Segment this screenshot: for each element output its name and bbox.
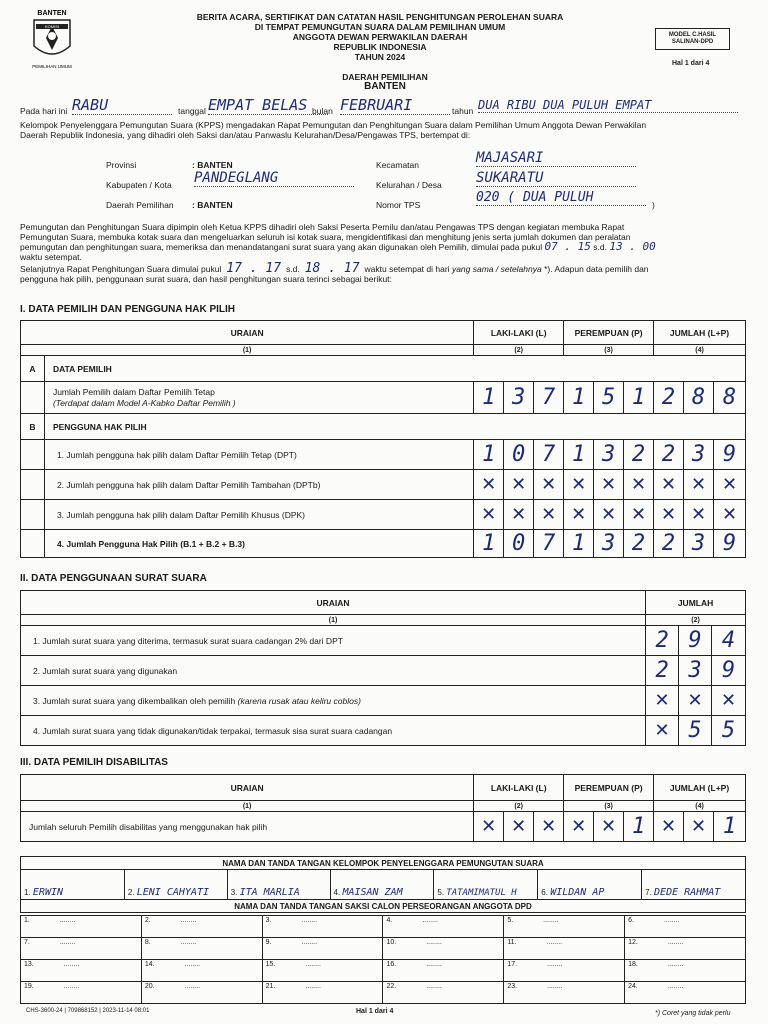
cross-mark: ✕ xyxy=(504,500,534,530)
saksi-dots: ........ xyxy=(63,961,80,968)
count-end: 18 . 17 xyxy=(304,261,360,276)
s2-n2: (2) xyxy=(646,615,746,626)
intro-text-1: Kelompok Penyelenggara Pemungutan Suara (KPPS) mengadakan Rapat Pemungutan dan Penghitungan Suara dalam Pemilihan Umum Anggota Dewan Perwakilan xyxy=(20,120,647,130)
kecamatan-label: Kecamatan xyxy=(376,160,419,170)
saksi-signature-cell xyxy=(262,982,383,1004)
footer-code: CHS-3600-24 | 709868152 | 2023-11-14 08:01 xyxy=(26,1008,150,1014)
kelurahan-label: Kelurahan / Desa xyxy=(376,180,442,190)
s2-r3-italic: (karena rusak atau keliru coblos) xyxy=(237,695,361,706)
count-start: 17 . 17 xyxy=(226,261,282,276)
digit-cell: 2 xyxy=(624,530,654,558)
saksi-dots: ........ xyxy=(426,983,442,990)
header-line-3: ANGGOTA DEWAN PERWAKILAN DAERAH xyxy=(292,32,468,42)
saksi-number: 3. xyxy=(265,917,272,924)
saksi-number: 4. xyxy=(386,917,393,924)
saksi-number: 11. xyxy=(507,939,517,946)
digit-cell: 9 xyxy=(679,626,712,656)
cross-mark: ✕ xyxy=(624,470,654,500)
kpps-name: WILDAN AP xyxy=(550,887,605,898)
tanggal-value: EMPAT BELAS xyxy=(208,96,328,115)
digit-cell: 5 xyxy=(712,716,746,746)
digit-cell: 3 xyxy=(594,440,624,470)
saksi-dots: ........ xyxy=(301,939,318,946)
digit-cell: 7 xyxy=(534,440,564,470)
s2-col-j: JUMLAH xyxy=(646,591,746,615)
cross-mark: ✕ xyxy=(564,470,594,500)
s1-b4-text: 4. Jumlah Pengguna Hak Pilih (B.1 + B.2 + B.3) xyxy=(44,530,473,558)
cross-mark: ✕ xyxy=(474,470,504,500)
saksi-signature-cell xyxy=(504,916,625,938)
digit-cell: 1 xyxy=(474,530,504,558)
digit-cell: 2 xyxy=(646,656,679,686)
saksi-signature-cell xyxy=(504,982,625,1004)
location-block xyxy=(106,152,746,216)
tps-value: 020 ( DUA PULUH xyxy=(476,190,646,206)
s2-n1: (1) xyxy=(21,615,646,626)
digit-cell: 3 xyxy=(594,530,624,558)
model-label: MODEL C.HASIL SALINAN-DPD xyxy=(655,28,730,50)
s1-col-j: JUMLAH (L+P) xyxy=(654,321,746,345)
daerah-pemilihan xyxy=(300,72,470,92)
cross-mark: ✕ xyxy=(504,470,534,500)
document-header xyxy=(150,12,610,62)
s1-a-code: A xyxy=(21,356,45,382)
saksi-number: 24. xyxy=(628,983,638,990)
table-row xyxy=(21,716,746,746)
saksi-dots: ........ xyxy=(63,983,80,990)
saksi-row xyxy=(21,982,746,1004)
saksi-signature-cell xyxy=(625,916,746,938)
digit-cell: 7 xyxy=(534,530,564,558)
start-time: 07 . 15 xyxy=(544,240,591,253)
s1-col-uraian: URAIAN xyxy=(21,321,474,345)
signature-table xyxy=(20,856,746,913)
cross-mark: ✕ xyxy=(534,500,564,530)
table-row xyxy=(21,470,746,500)
section1-title: I. DATA PEMILIH DAN PENGGUNA HAK PILIH xyxy=(20,304,235,315)
digit-cell: 5 xyxy=(594,382,624,414)
s1-col-p: PEREMPUAN (P) xyxy=(564,321,654,345)
procedure-line-3: pemungutan dan penghitungan suara, memeriksa dan menandatangani surat suara yang akan digunakan oleh Pemilih, dimulai pada pukul xyxy=(20,242,543,252)
kpps-signature: 1. ERWIN xyxy=(21,870,125,900)
kecamatan-value: MAJASARI xyxy=(476,150,636,167)
cross-mark: ✕ xyxy=(679,686,712,716)
cross-mark: ✕ xyxy=(646,716,679,746)
bulan-label: bulan xyxy=(312,106,333,116)
cross-mark: ✕ xyxy=(564,812,594,842)
saksi-signature-cell xyxy=(625,960,746,982)
cross-mark: ✕ xyxy=(654,500,684,530)
header-line-2: DI TEMPAT PEMUNGUTAN SUARA DALAM PEMILIHAN UMUM xyxy=(254,22,506,32)
digit-cell: 0 xyxy=(504,530,534,558)
kpps-name: ERWIN xyxy=(32,887,64,898)
daerah-title: DAERAH PEMILIHAN xyxy=(342,72,428,82)
provinsi-value: : BANTEN xyxy=(192,160,233,170)
s3-r1-text: Jumlah seluruh Pemilih disabilitas yang menggunakan hak pilih xyxy=(21,812,474,842)
saksi-dots: ........ xyxy=(667,983,684,990)
saksi-dots: ........ xyxy=(547,983,563,990)
cross-mark: ✕ xyxy=(646,686,679,716)
cross-mark: ✕ xyxy=(594,500,624,530)
s2-r3-text: 3. Jumlah surat suara yang dikembalikan oleh pemilih xyxy=(33,695,236,706)
saksi-dots: ........ xyxy=(667,961,684,968)
cross-mark: ✕ xyxy=(684,812,714,842)
table-row xyxy=(21,382,746,414)
s2-r2-text: 2. Jumlah surat suara yang digunakan xyxy=(21,656,646,686)
section1-table xyxy=(20,320,746,558)
kpps-name: DEDE RAHMAT xyxy=(654,887,721,898)
saksi-number: 13. xyxy=(24,961,34,968)
kabupaten-label: Kabupaten / Kota xyxy=(106,180,172,190)
cross-mark: ✕ xyxy=(594,470,624,500)
saksi-signature-cell xyxy=(262,938,383,960)
kpps-name: LENI CAHYATI xyxy=(136,887,209,898)
saksi-number: 15. xyxy=(265,961,276,968)
s3-col-uraian: URAIAN xyxy=(21,775,474,801)
table-row xyxy=(21,656,746,686)
saksi-dots: ........ xyxy=(305,983,321,990)
digit-cell: 9 xyxy=(713,440,745,470)
saksi-signature-cell xyxy=(141,916,262,938)
saksi-number: 9. xyxy=(265,939,272,946)
saksi-signature-cell xyxy=(21,960,142,982)
table-row xyxy=(21,686,746,716)
digit-cell: 8 xyxy=(713,382,745,414)
digit-cell: 9 xyxy=(712,656,746,686)
saksi-table xyxy=(20,915,746,1004)
digit-cell: 1 xyxy=(474,382,504,414)
procedure-line-4: waktu setempat. xyxy=(20,252,82,262)
digit-cell: 1 xyxy=(624,812,654,842)
provinsi-label: Provinsi xyxy=(106,160,137,170)
tahun-value: DUA RIBU DUA PULUH EMPAT xyxy=(478,98,738,113)
s3-n1: (1) xyxy=(21,801,474,812)
s3-col-j: JUMLAH (L+P) xyxy=(654,775,746,801)
cross-mark: ✕ xyxy=(712,686,746,716)
s3-col-p: PEREMPUAN (P) xyxy=(564,775,654,801)
footer-page: Hal 1 dari 4 xyxy=(356,1008,394,1015)
s1-n1: (1) xyxy=(21,345,474,356)
digit-cell: 5 xyxy=(679,716,712,746)
digit-cell: 2 xyxy=(646,626,679,656)
saksi-number: 17. xyxy=(507,961,518,968)
s3-n3: (3) xyxy=(564,801,654,812)
saksi-row xyxy=(21,916,746,938)
digit-cell: 9 xyxy=(713,530,745,558)
saksi-dots: ........ xyxy=(426,961,442,968)
page-label-top: Hal 1 dari 4 xyxy=(672,60,710,67)
saksi-dots: ........ xyxy=(180,939,197,946)
cross-mark: ✕ xyxy=(654,470,684,500)
saksi-dots: ........ xyxy=(305,961,321,968)
procedure-line-5-italic: yang sama / setelahnya xyxy=(451,264,542,274)
saksi-dots: ........ xyxy=(543,917,559,924)
saksi-number: 23. xyxy=(507,983,518,990)
section2-table xyxy=(20,590,746,746)
saksi-signature-cell xyxy=(383,982,504,1004)
s2-col-uraian: URAIAN xyxy=(21,591,646,615)
saksi-dots: ........ xyxy=(59,917,76,924)
bulan-value: FEBRUARI xyxy=(340,96,450,115)
saksi-dots: ........ xyxy=(663,917,680,924)
end-time: 13 . 00 xyxy=(609,240,656,253)
s1-b2-text: 2. Jumlah pengguna hak pilih dalam Daftar Pemilih Tambahan (DPTb) xyxy=(44,470,473,500)
saksi-dots: ........ xyxy=(546,939,563,946)
digit-cell: 2 xyxy=(624,440,654,470)
kpps-signature: 4. MAISAN ZAM xyxy=(330,870,434,900)
section3-table xyxy=(20,774,746,842)
footer-note: *) Coret yang tidak perlu xyxy=(655,1010,731,1017)
saksi-number: 22. xyxy=(386,983,397,990)
saksi-signature-cell xyxy=(262,960,383,982)
saksi-signature-cell xyxy=(262,916,383,938)
digit-cell: 8 xyxy=(684,382,714,414)
cross-mark: ✕ xyxy=(654,812,684,842)
saksi-dots: ........ xyxy=(422,917,438,924)
saksi-row xyxy=(21,938,746,960)
saksi-number: 2. xyxy=(144,917,151,924)
saksi-signature-cell xyxy=(141,960,262,982)
sd-label-1: s.d. xyxy=(593,242,607,252)
saksi-dots: ........ xyxy=(184,961,201,968)
saksi-number: 7. xyxy=(24,939,30,946)
cross-mark: ✕ xyxy=(564,500,594,530)
saksi-signature-cell xyxy=(21,938,142,960)
s1-b-code: B xyxy=(21,414,45,440)
procedure-line-2: Pemungutan Suara, membuka kotak suara dan mengeluarkan seluruh isi kotak suara, mengidentifikasi dan menghitung jenis serta jumlah dokumen dan peralatan xyxy=(20,232,631,242)
s3-n4: (4) xyxy=(654,801,746,812)
kpps-signature: 6. WILDAN AP xyxy=(538,870,642,900)
digit-cell: 1 xyxy=(564,382,594,414)
kpps-name: TATAMIMATUL H xyxy=(446,888,517,898)
saksi-signature-cell xyxy=(21,982,142,1004)
cross-mark: ✕ xyxy=(684,500,714,530)
saksi-number: 1. xyxy=(24,917,30,924)
digit-cell: 1 xyxy=(564,530,594,558)
procedure-line-6: pengguna hak pilih, penggunaan surat suara, dan hasil penghitungan suara terinci sebagai berikut: xyxy=(20,274,392,284)
tahun-label: tahun xyxy=(452,106,474,116)
digit-cell: 2 xyxy=(654,440,684,470)
saksi-signature-cell xyxy=(504,960,625,982)
digit-cell: 3 xyxy=(504,382,534,414)
logo-top-text: BANTEN xyxy=(37,10,67,17)
cross-mark: ✕ xyxy=(474,500,504,530)
saksi-row xyxy=(21,960,746,982)
table-row xyxy=(21,500,746,530)
saksi-number: 8. xyxy=(144,939,151,946)
intro-text xyxy=(20,120,748,140)
digit-cell: 7 xyxy=(534,382,564,414)
table-row xyxy=(21,530,746,558)
digit-cell: 3 xyxy=(684,440,714,470)
s1-b3-text: 3. Jumlah pengguna hak pilih dalam Daftar Pemilih Khusus (DPK) xyxy=(44,500,473,530)
kabupaten-value: PANDEGLANG xyxy=(194,170,354,187)
saksi-dots: ........ xyxy=(301,917,318,924)
digit-cell: 2 xyxy=(654,530,684,558)
digit-cell: 3 xyxy=(679,656,712,686)
s1-n4: (4) xyxy=(654,345,746,356)
saksi-dots: ........ xyxy=(426,939,442,946)
cross-mark: ✕ xyxy=(504,812,534,842)
digit-cell: 1 xyxy=(564,440,594,470)
digit-cell: 1 xyxy=(474,440,504,470)
table-row xyxy=(21,440,746,470)
cross-mark: ✕ xyxy=(624,500,654,530)
saksi-number: 21. xyxy=(265,983,276,990)
saksi-dots: ........ xyxy=(547,961,563,968)
sd-label-2: s.d. xyxy=(286,264,300,274)
date-line xyxy=(20,98,740,116)
daerah-value: BANTEN xyxy=(364,81,406,92)
header-line-5: TAHUN 2024 xyxy=(354,52,406,62)
tps-label: Nomor TPS xyxy=(376,200,421,210)
cross-mark: ✕ xyxy=(713,470,745,500)
saksi-signature-cell xyxy=(21,916,142,938)
digit-cell: 1 xyxy=(713,812,745,842)
cross-mark: ✕ xyxy=(474,812,504,842)
saksi-dots: ........ xyxy=(180,917,197,924)
tps-close: ) xyxy=(652,200,655,210)
saksi-title: NAMA DAN TANDA TANGAN SAKSI CALON PERSEORANGAN ANGGOTA DPD xyxy=(21,900,746,913)
saksi-number: 6. xyxy=(628,917,634,924)
kelurahan-value: SUKARATU xyxy=(476,170,636,187)
saksi-number: 12. xyxy=(628,939,638,946)
s1-a1-sub: (Terdapat dalam Model A-Kabko Daftar Pemilih ) xyxy=(52,397,236,408)
saksi-dots: ........ xyxy=(59,939,76,946)
hari-value: RABU xyxy=(72,96,172,115)
saksi-signature-cell xyxy=(141,982,262,1004)
procedure-line-1: Pemungutan dan Penghitungan Suara dipimpin oleh Ketua KPPS dihadiri oleh Saksi Peserta Pemilu dan/atau Pengawas TPS dengan kegiatan membuka Rapat xyxy=(20,222,625,232)
header-line-4: REPUBLIK INDONESIA xyxy=(333,42,427,52)
s1-b1-text: 1. Jumlah pengguna hak pilih dalam Daftar Pemilih Tetap (DPT) xyxy=(44,440,473,470)
header-line-1: BERITA ACARA, SERTIFIKAT DAN CATATAN HASIL PENGHITUNGAN PEROLEHAN SUARA xyxy=(196,12,564,22)
cross-mark: ✕ xyxy=(534,470,564,500)
s1-b-title: PENGGUNA HAK PILIH xyxy=(44,414,745,440)
digit-cell: 0 xyxy=(504,440,534,470)
saksi-number: 5. xyxy=(507,917,514,924)
table-row xyxy=(21,812,746,842)
cross-mark: ✕ xyxy=(713,500,745,530)
s1-n2: (2) xyxy=(474,345,564,356)
tanggal-label: tanggal xyxy=(178,106,206,116)
kpps-title: NAMA DAN TANDA TANGAN KELOMPOK PENYELENGGARA PEMUNGUTAN SUARA xyxy=(21,857,746,870)
digit-cell: 1 xyxy=(624,382,654,414)
saksi-dots: ........ xyxy=(667,939,684,946)
procedure-line-5a: Selanjutnya Rapat Penghitungan Suara dimulai pukul xyxy=(20,264,222,274)
saksi-signature-cell xyxy=(383,938,504,960)
s2-r4-text: 4. Jumlah surat suara yang tidak digunakan/tidak terpakai, termasuk sisa surat suara cadangan xyxy=(21,716,646,746)
daerah-label: Daerah Pemilihan xyxy=(106,200,174,210)
saksi-number: 16. xyxy=(386,961,397,968)
s1-col-l: LAKI-LAKI (L) xyxy=(474,321,564,345)
saksi-number: 19. xyxy=(24,983,34,990)
kpps-signature: 5. TATAMIMATUL H xyxy=(434,870,538,900)
digit-cell: 4 xyxy=(712,626,746,656)
s2-r1-text: 1. Jumlah surat suara yang diterima, termasuk surat suara cadangan 2% dari DPT xyxy=(21,626,646,656)
digit-cell: 3 xyxy=(684,530,714,558)
intro-text-2: Daerah Republik Indonesia, yang dihadiri oleh Saksi dan/atau Panwaslu Kelurahan/Desa/Pengawas TPS, bertempat di: xyxy=(20,130,471,140)
s3-col-l: LAKI-LAKI (L) xyxy=(474,775,564,801)
saksi-number: 10. xyxy=(386,939,397,946)
table-row xyxy=(21,626,746,656)
saksi-number: 14. xyxy=(144,961,155,968)
kpu-logo xyxy=(22,6,82,72)
saksi-signature-cell xyxy=(141,938,262,960)
cross-mark: ✕ xyxy=(534,812,564,842)
daerah-location-value: : BANTEN xyxy=(192,200,233,210)
s1-a-title: DATA PEMILIH xyxy=(44,356,745,382)
s1-n3: (3) xyxy=(564,345,654,356)
kpps-name: MAISAN ZAM xyxy=(342,887,403,898)
kpps-signature: 2. LENI CAHYATI xyxy=(124,870,227,900)
saksi-number: 18. xyxy=(628,961,638,968)
cross-mark: ✕ xyxy=(594,812,624,842)
kpps-signature: 3. ITA MARLIA xyxy=(227,870,330,900)
saksi-number: 20. xyxy=(144,983,155,990)
kpps-name: ITA MARLIA xyxy=(239,887,300,898)
saksi-signature-cell xyxy=(625,938,746,960)
saksi-signature-cell xyxy=(625,982,746,1004)
saksi-signature-cell xyxy=(504,938,625,960)
section2-title: II. DATA PENGGUNAAN SURAT SUARA xyxy=(20,573,207,584)
procedure-line-5c: *). Adapun data pemilih dan xyxy=(544,264,649,274)
saksi-dots: ........ xyxy=(184,983,201,990)
logo-bottom-text: PEMILIHAN UMUM xyxy=(32,64,72,69)
procedure-line-5b: waktu setempat di hari xyxy=(364,264,450,274)
s3-n2: (2) xyxy=(474,801,564,812)
kpps-signature: 7. DEDE RAHMAT xyxy=(642,870,746,900)
saksi-signature-cell xyxy=(383,960,504,982)
logo-ribbon: KOMISI xyxy=(44,24,60,29)
procedure-text xyxy=(20,222,748,284)
s1-a1-text: Jumlah Pemilih dalam Daftar Pemilih Tetap xyxy=(52,386,215,397)
saksi-signature-cell xyxy=(383,916,504,938)
cross-mark: ✕ xyxy=(684,470,714,500)
pada-hari-label: Pada hari ini xyxy=(20,106,68,116)
section3-title: III. DATA PEMILIH DISABILITAS xyxy=(20,757,168,768)
digit-cell: 2 xyxy=(654,382,684,414)
